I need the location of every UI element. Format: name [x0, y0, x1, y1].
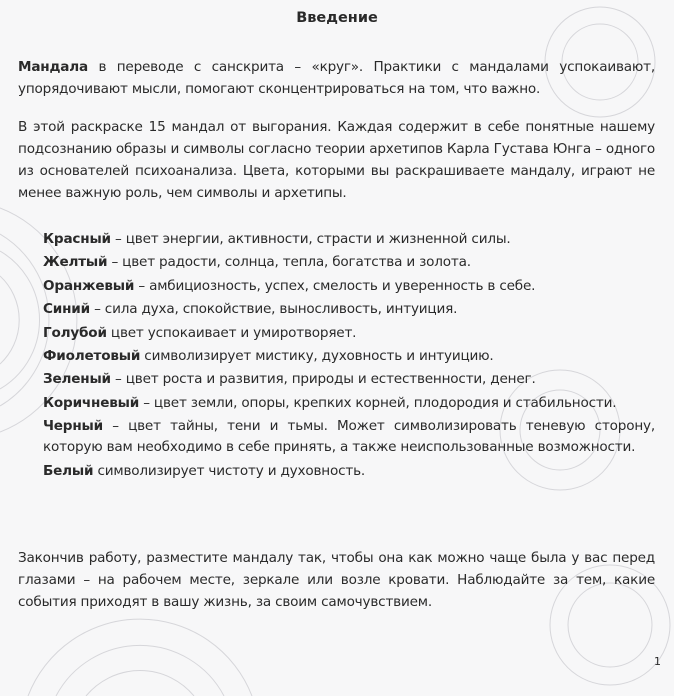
- color-description: символизирует чистоту и духовность.: [93, 462, 365, 479]
- color-item: [43, 461, 655, 482]
- color-name: Голубой: [43, 324, 107, 341]
- color-name: Желтый: [43, 254, 108, 271]
- color-name: Синий: [43, 301, 90, 318]
- color-item: [43, 369, 655, 390]
- intro-text: в переводе с санскрита – «круг». Практики с мандалами успокаивают, упорядочивают мысли, помогают сконцентрироваться на том, что важно.: [18, 59, 655, 97]
- color-item: [43, 393, 655, 414]
- color-description: – цвет радости, солнца, тепла, богатства и золота.: [107, 254, 471, 271]
- color-name: Коричневый: [43, 394, 140, 411]
- color-name: Черный: [43, 418, 103, 435]
- color-name: Зеленый: [43, 371, 111, 388]
- page-number: 1: [654, 655, 661, 668]
- color-description: – цвет тайны, тени и тьмы. Может символизировать теневую сторону, которую вам необходимо в себе принять, а также неиспользованные возможности.: [43, 418, 655, 456]
- color-item: [43, 276, 655, 297]
- color-name: Оранжевый: [43, 277, 135, 294]
- color-item: [43, 252, 655, 273]
- color-item: [43, 416, 655, 458]
- color-description: – амбициозность, успех, смелость и уверенность в себе.: [134, 277, 536, 294]
- page-title: Введение: [296, 10, 378, 26]
- color-item: [43, 299, 655, 320]
- color-name: Фиолетовый: [43, 347, 141, 364]
- color-item: [43, 323, 655, 344]
- closing-paragraph: Закончив работу, разместите мандалу так, чтобы она как можно чаще была у вас перед глазами – на рабочем месте, зеркале или возле кровати. Наблюдайте за тем, какие события приходят в вашу жизнь, за своим самочувствием.: [18, 550, 655, 610]
- color-name: Белый: [43, 462, 94, 479]
- color-meanings-list: [43, 229, 655, 484]
- color-description: цвет успокаивает и умиротворяет.: [106, 324, 357, 341]
- color-item: [43, 229, 655, 250]
- color-description: – цвет роста и развития, природы и естественности, денег.: [110, 371, 536, 388]
- intro-term: Мандала: [18, 59, 88, 75]
- color-description: – цвет энергии, активности, страсти и жизненной силы.: [110, 231, 511, 247]
- color-item: [43, 346, 655, 367]
- color-description: символизирует мистику, духовность и интуицию.: [140, 347, 494, 364]
- color-description: – цвет земли, опоры, крепких корней, плодородия и стабильности.: [139, 394, 617, 411]
- paragraph-2: В этой раскраске 15 мандал от выгорания. Каждая содержит в себе понятные нашему подсознанию образы и символы согласно теории архетипов Карла Густава Юнга – одного из основателей психоанализа. Цвета, которыми вы раскрашиваете мандалу, играют не менее важную роль, чем символы и архетипы.: [18, 119, 656, 201]
- color-name: Красный: [43, 231, 111, 247]
- intro-paragraph: [18, 56, 655, 100]
- color-description: – сила духа, спокойствие, выносливость, интуиция.: [89, 301, 458, 318]
